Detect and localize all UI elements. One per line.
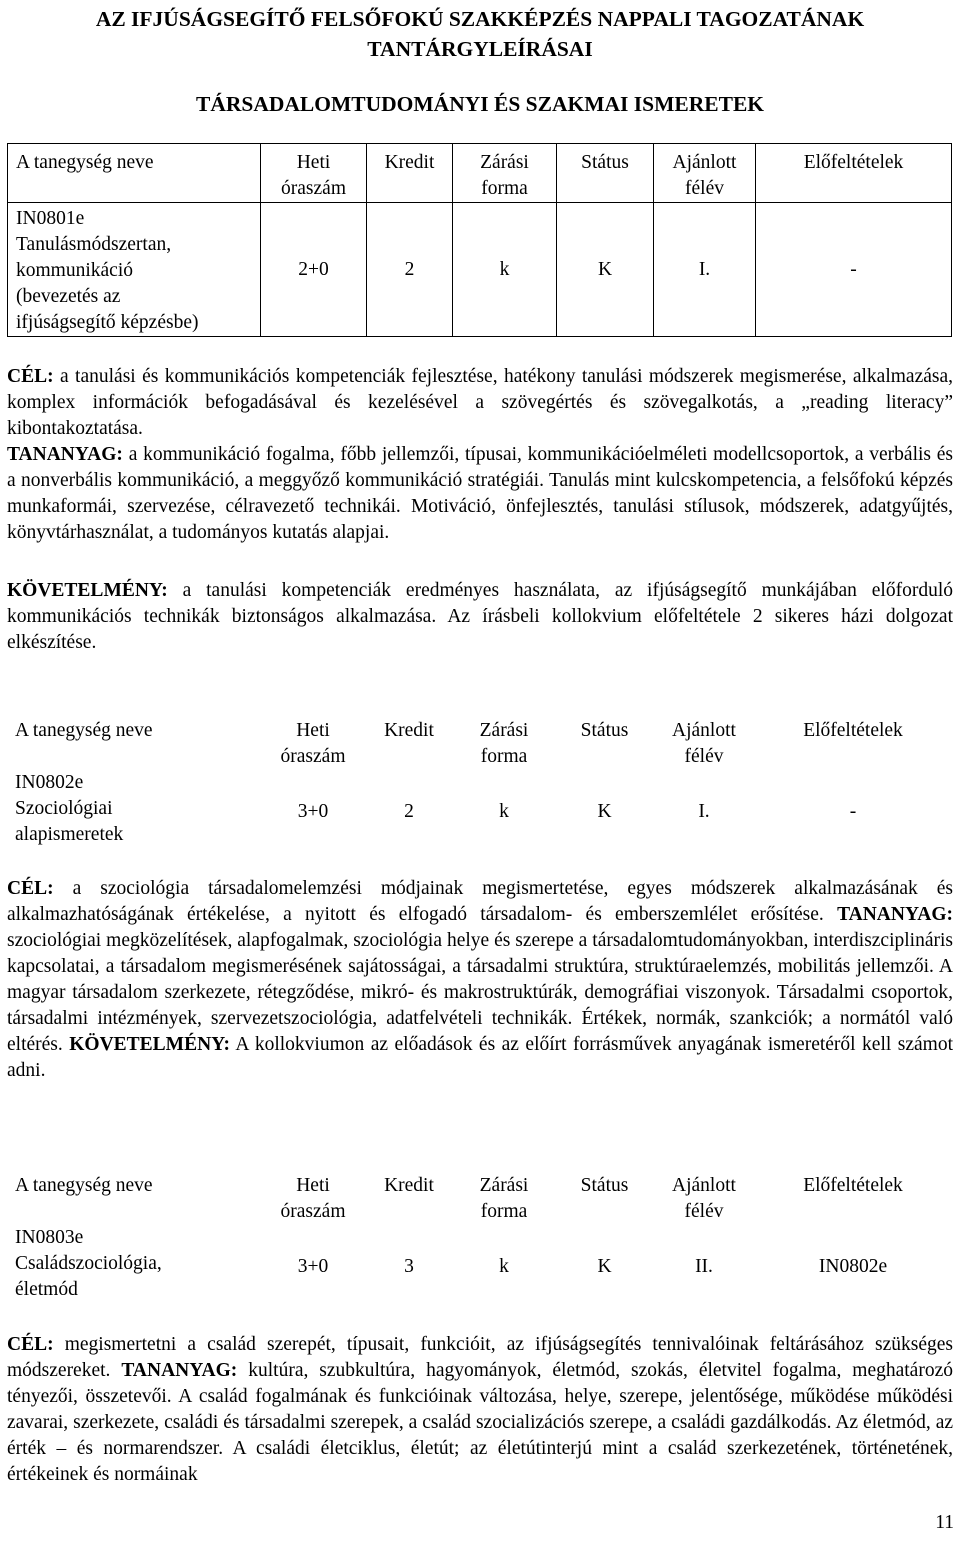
course-prereq: - [756,203,952,337]
course-description: CÉL: a tanulási és kommunikációs kompetenciák fejlesztése, hatékony tanulási módszerek megismerése, alkalmazása, komplex információk befogadásával és kezelésével a szövegértés és szövegalkotás, a „reading literacy” kibontakoztatása. [7,366,953,439]
header-name: A tanegység neve [15,720,153,741]
curriculum-label: TANANYAG: [121,1360,238,1381]
header-hours: Heti óraszám [261,144,367,203]
course-status: K [597,1256,612,1277]
header-status: Státus [580,1175,629,1196]
course-description: TANANYAG: a kommunikáció fogalma, főbb jellemzői, típusai, kommunikációelméleti modellcsoportok, a verbális és a nonverbális kommunikáció, a meggyőző kommunikáció stratégiái. Tanulás mint kulcskompetencia, a felsőfokú képzés munkaformái, szervezése, célravezető technikái. Motiváció, önfejlesztés, tanulási stílusok, módszerek, adatgyűjtés, könyvtárhasználat, a tudományos kutatás alapjai. [7,444,953,543]
course-hours: 3+0 [297,1256,329,1277]
table-row [7,1225,951,1309]
page-number: 11 [935,1512,954,1533]
course-description: CÉL: a szociológia társadalomelemzési módjainak megismertetése, egyes módszerek alkalmazásának és alkalmazhatóságának értékelése, a nyitott és elfogadó társadalom- és emberszemlélet erősítése. TANANYAG: szociológiai megközelítések, alapfogalmak, szociológia helye és szerepe a társadalomtudományokban, interdiszciplináris kapcsolatai, a társadalom megismerésének sajátosságai, a társadalmi struktúra, struktúraelemzés, mobilitás jellemzői. A magyar társadalom szerkezete, rétegződése, mikró- és makrostruktúrák, demográfiai viszonyok. Társadalmi csoportok, társadalmi intézmények, szervezetszociológia, adatfelvételi technikák. Értékek, normák, szankciók; a normától való eltérés. KÖVETELMÉNY: A kollokviumon az előadások és az előírt forrásművek anyagának ismeretéről kell számot adni. [7,878,953,1081]
course-exam: k [499,801,509,822]
goal-label: CÉL: [7,878,54,899]
header-prereq: Előfeltételek [803,1175,903,1196]
course-table [7,1167,951,1309]
header-status: Státus [557,144,654,203]
table-header-row [7,712,951,770]
document-title [20,4,940,64]
header-exam: Zárási forma [479,720,529,767]
header-status: Státus [580,720,629,741]
table-row [8,203,952,337]
course-prereq: - [849,801,857,822]
course-semester: II. [695,1256,713,1277]
course-name: IN0803e Családszociológia, életmód [15,1227,162,1300]
course-table [7,712,951,854]
header-semester: Ajánlott félév [654,144,756,203]
header-prereq: Előfeltételek [756,144,952,203]
header-credit: Kredit [384,1175,434,1196]
course-prereq: IN0802e [818,1256,888,1277]
course-semester: I. [654,203,756,337]
table-header-row [8,144,952,203]
course-name: IN0801e Tanulásmódszertan, kommunikáció (bevezetés az ifjúságsegítő képzésbe) [8,203,261,337]
table-header-row [7,1167,951,1225]
header-semester: Ajánlott félév [672,1175,736,1222]
requirement-label: KÖVETELMÉNY: [69,1034,230,1055]
course-description: CÉL: megismertetni a család szerepét, típusait, funkcióit, az ifjúságsegítés tennivalóinak feltárásához szükséges módszereket. TANANYAG: kultúra, szubkultúra, hagyományok, életmód, szokás, életvitel fogalma, meghatározó tényezői, összetevői. A család fogalmának és funkcióinak változása, helye, szerepe, jelentősége, működése működési zavarai, szerkezete, családi és társadalmi szerepek, a család szocializációs szerepe, a családi gazdálkodás. Az életmód, az érték – és normarendszer. A családi életciklus, életút; az életútinterjú mint a család szerkezetének, történetének, értékeinek és normáinak [7,1334,953,1485]
course-description: KÖVETELMÉNY: a tanulási kompetenciák eredményes használata, az ifjúságsegítő munkájában előforduló kommunikációs technikák biztonságos alkalmazása. Az írásbeli kollokvium előfeltétele 2 sikeres házi dolgozat elkészítése. [7,580,953,653]
header-credit: Kredit [367,144,453,203]
course-table [7,143,952,337]
course-exam: k [499,1256,509,1277]
goal-label: CÉL: [7,366,54,387]
requirement-label: KÖVETELMÉNY: [7,580,168,601]
document-title-line-1: AZ IFJÚSÁGSEGÍTŐ FELSŐFOKÚ SZAKKÉPZÉS NAPPALI TAGOZATÁNAK [95,7,865,31]
course-status: K [597,801,612,822]
header-name: A tanegység neve [15,1175,153,1196]
header-hours: Heti óraszám [280,1175,346,1222]
course-semester: I. [698,801,710,822]
header-hours: Heti óraszám [280,720,346,767]
header-credit: Kredit [384,720,434,741]
goal-label: CÉL: [7,1334,54,1355]
header-exam: Zárási forma [479,1175,529,1222]
header-semester: Ajánlott félév [672,720,736,767]
course-credit: 2 [367,203,453,337]
header-name: A tanegység neve [8,144,261,203]
curriculum-label: TANANYAG: [7,444,123,465]
section-title: TÁRSADALOMTUDOMÁNYI ÉS SZAKMAI ISMERETEK [195,92,765,116]
course-exam: k [453,203,557,337]
curriculum-label: TANANYAG: [837,904,953,925]
course-status: K [557,203,654,337]
course-credit: 2 [404,801,414,822]
course-hours: 2+0 [261,203,367,337]
document-title-line-2: TANTÁRGYLEÍRÁSAI [367,37,593,61]
course-hours: 3+0 [297,801,329,822]
header-prereq: Előfeltételek [803,720,903,741]
table-row [7,770,951,854]
header-exam: Zárási forma [453,144,557,203]
course-name: IN0802e Szociológiai alapismeretek [15,772,124,845]
course-credit: 3 [404,1256,414,1277]
